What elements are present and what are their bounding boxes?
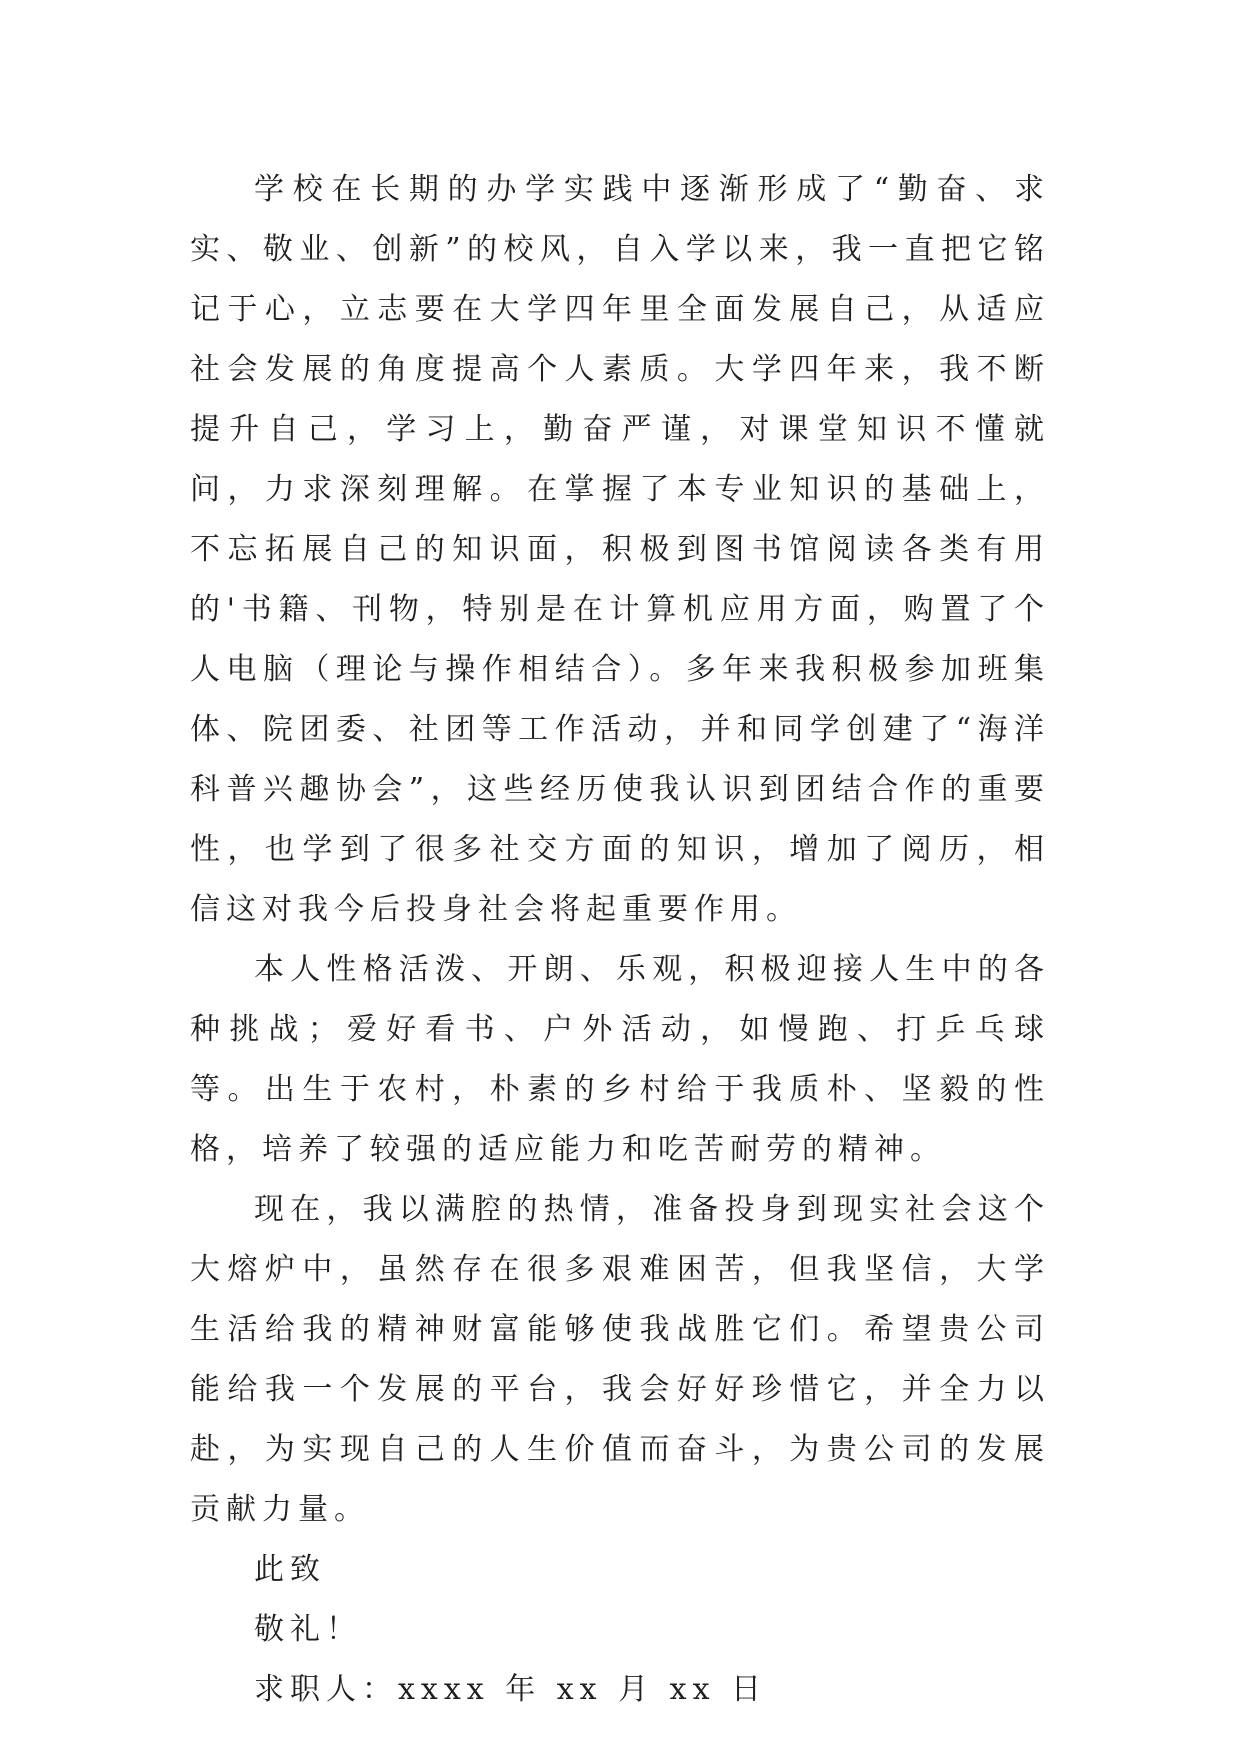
closing-salutation: 此致 xyxy=(254,1552,326,1587)
paragraph-study: 学校在长期的办学实践中逐渐形成了“勤奋、求实、敬业、创新”的校风，自入学以来，我一直把它铭记于心，立志要在大学四年里全面发展自己，从适应社会发展的角度提高个人素质。大学四年来，我不断提升自己，学习上，勤奋严谨，对课堂知识不懂就问，力求深刻理解。在掌握了本专业知识的基础上，不忘拓展自己的知识面，积极到图书馆阅读各类有用的'书籍、刊物，特别是在计算机应用方面，购置了个人电脑（理论与操作相结合）。多年来我积极参加班集体、院团委、社团等工作活动，并和同学创建了“海洋科普兴趣协会”，这些经历使我认识到团结合作的重要性，也学到了很多社交方面的知识，增加了阅历，相信这对我今后投身社会将起重要作用。 xyxy=(190,172,1050,927)
closing-regards: 敬礼！ xyxy=(254,1612,362,1647)
letter-body xyxy=(190,160,1050,1720)
paragraph-personality: 本人性格活泼、开朗、乐观，积极迎接人生中的各种挑战；爱好看书、户外活动，如慢跑、打乒乓球等。出生于农村，朴素的乡村给于我质朴、坚毅的性格，培养了较强的适应能力和吃苦耐劳的精神。 xyxy=(190,952,1050,1167)
signature-date-line: 求职人：xxxx 年 xx 月 xx 日 xyxy=(254,1672,768,1707)
paragraph-aspiration: 现在，我以满腔的热情，准备投身到现实社会这个大熔炉中，虽然存在很多艰难困苦，但我坚信，大学生活给我的精神财富能够使我战胜它们。希望贵公司能给我一个发展的平台，我会好好珍惜它，并全力以赴，为实现自己的人生价值而奋斗，为贵公司的发展贡献力量。 xyxy=(190,1192,1050,1527)
